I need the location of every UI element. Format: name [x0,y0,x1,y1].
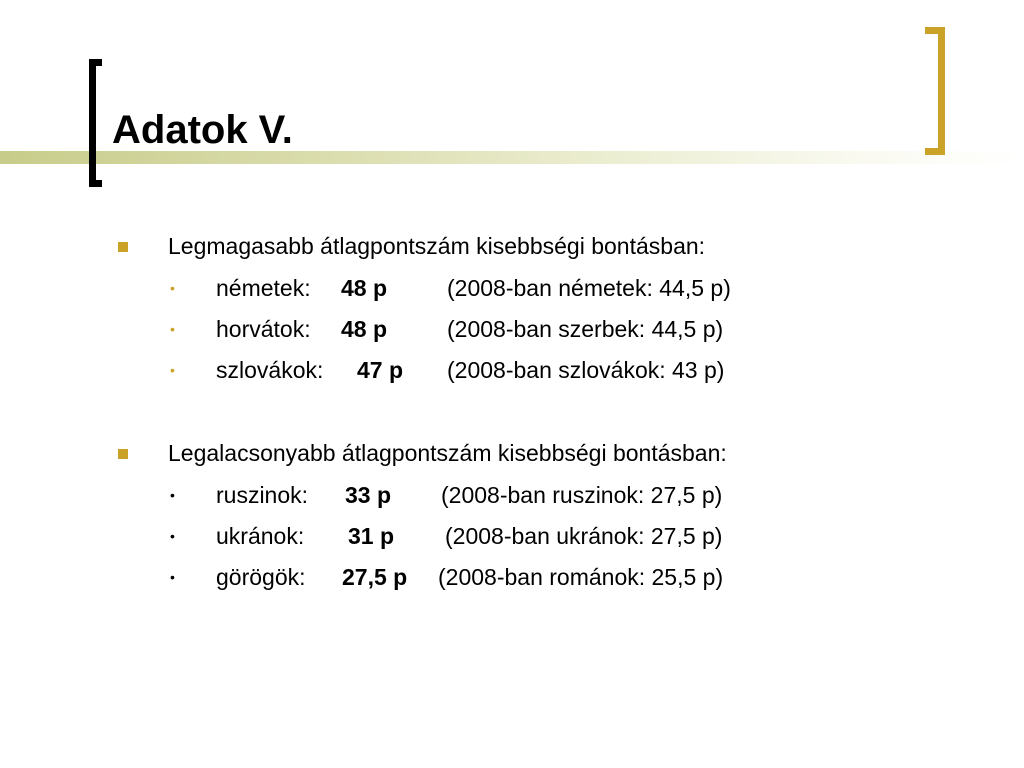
square-bullet-icon [118,449,128,459]
item-value: 27,5 p [342,564,408,590]
left-bracket-decoration [89,59,102,187]
right-bracket-decoration [925,27,945,155]
square-bullet-icon [118,242,128,252]
item-label: ukránok: [216,523,305,549]
section-heading-highest: Legmagasabb átlagpontszám kisebbségi bontásban: [168,233,706,259]
item-value: 48 p [341,275,388,301]
list-item [216,274,731,302]
list-item [216,315,724,343]
item-note: (2008-ban szerbek: 44,5 p) [447,316,724,342]
dot-bullet-icon: • [170,487,175,503]
dot-bullet-icon: • [170,569,175,585]
list-item [216,563,724,591]
list-item [216,481,723,509]
item-value: 48 p [341,316,388,342]
dot-bullet-icon: • [170,362,175,378]
list-item [216,356,725,384]
dot-bullet-icon: • [170,280,175,296]
item-note: (2008-ban németek: 44,5 p) [447,275,731,301]
item-label: ruszinok: [216,482,309,508]
list-item [216,522,723,550]
item-label: görögök: [216,564,306,590]
page-title: Adatok V. [112,108,293,152]
item-label: szlovákok: [216,357,324,383]
item-note: (2008-ban ukránok: 27,5 p) [445,523,723,549]
item-value: 31 p [348,523,395,549]
item-value: 47 p [357,357,404,383]
item-note: (2008-ban szlovákok: 43 p) [447,357,725,383]
item-value: 33 p [345,482,392,508]
dot-bullet-icon: • [170,321,175,337]
section-heading-lowest: Legalacsonyabb átlagpontszám kisebbségi bontásban: [168,440,727,466]
item-label: horvátok: [216,316,311,342]
item-note: (2008-ban románok: 25,5 p) [438,564,724,590]
item-note: (2008-ban ruszinok: 27,5 p) [441,482,723,508]
dot-bullet-icon: • [170,528,175,544]
item-label: németek: [216,275,311,301]
